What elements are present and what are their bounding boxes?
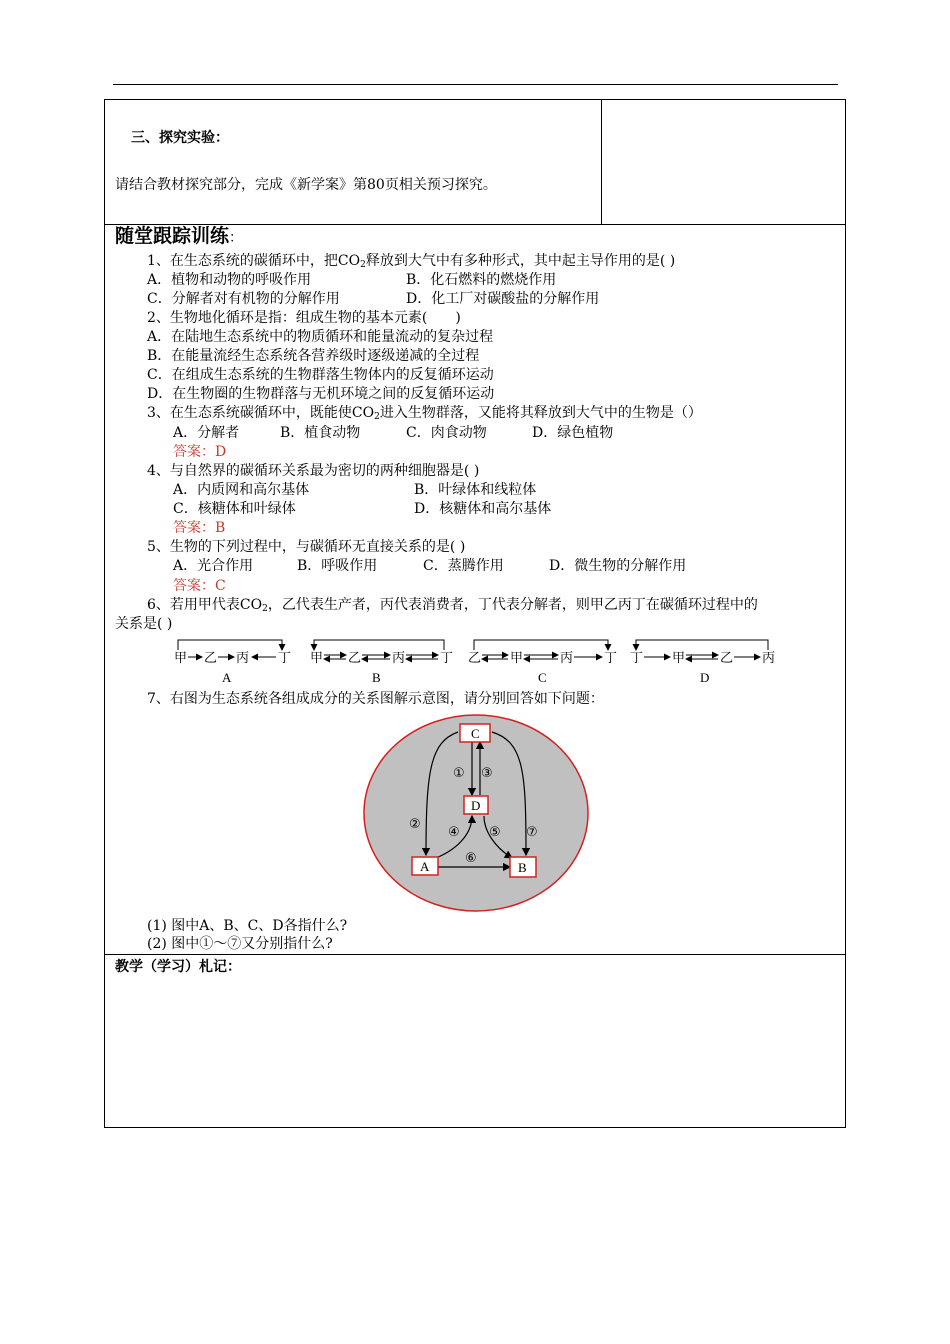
q4-answer: 答案：B <box>173 520 226 536</box>
q6-diagrams <box>168 630 788 688</box>
q6-a-node-4: 丁 <box>278 650 292 665</box>
q6-a-node-2: 乙 <box>204 650 218 665</box>
section3-side-box <box>601 99 846 225</box>
q6-b-node-4: 丁 <box>440 650 454 665</box>
q1-option-c: C．分解者对有机物的分解作用 <box>147 291 340 307</box>
q2-option-a: A．在陆地生态系统中的物质循环和能量流动的复杂过程 <box>147 329 494 345</box>
q7-sub-question-1: (1) 图中A、B、C、D各指什么? <box>147 918 348 934</box>
q3-option-c: C．肉食动物 <box>406 425 487 441</box>
q4-option-d: D．核糖体和高尔基体 <box>414 501 552 517</box>
q5-option-a: A．光合作用 <box>173 558 254 574</box>
training-heading-colon: ： <box>229 230 244 246</box>
q7-node-a: A <box>420 859 430 874</box>
q3-stem-sub: 2 <box>374 412 380 422</box>
q5-stem: 5、生物的下列过程中，与碳循环无直接关系的是( ) <box>147 539 466 555</box>
q6-diagram-d <box>630 640 775 685</box>
q4-option-c: C．核糖体和叶绿体 <box>173 501 296 517</box>
q3-stem-b: 进入生物群落，又能将其释放到大气中的生物是（） <box>379 405 702 421</box>
q6-c-node-3: 丙 <box>560 650 574 665</box>
q6-a-node-3: 丙 <box>236 650 250 665</box>
q7-stem: 7、右图为生态系统各组成成分的关系图解示意图，请分别回答如下问题： <box>147 691 604 707</box>
q1-stem-b: 释放到大气中有多种形式，其中起主导作用的是( ) <box>365 253 676 269</box>
q6-d-node-1: 丁 <box>630 650 644 665</box>
q7-node-d: D <box>471 798 481 813</box>
q4-option-b: B．叶绿体和线粒体 <box>414 482 537 498</box>
q1-option-a: A．植物和动物的呼吸作用 <box>147 272 312 288</box>
q6-stem-b: ，乙代表生产者，丙代表消费者，丁代表分解者，则甲乙丙丁在碳循环过程中的 <box>267 597 758 613</box>
q7-arrow-7: ⑦ <box>526 825 538 840</box>
q5-option-c: C．蒸腾作用 <box>423 558 504 574</box>
q6-a-node-1: 甲 <box>174 650 188 665</box>
q6-diagram-c <box>468 640 617 685</box>
q6-stem-line2: 关系是( ) <box>115 616 173 632</box>
q6-b-label: B <box>372 670 381 685</box>
header-rule <box>113 84 838 85</box>
q6-d-node-2: 甲 <box>672 650 686 665</box>
q7-node-b: B <box>518 860 527 875</box>
q3-option-b: B．植食动物 <box>280 425 361 441</box>
q4-option-a: A．内质网和高尔基体 <box>173 482 310 498</box>
q1-option-b: B．化石燃料的燃烧作用 <box>406 272 557 288</box>
q6-stem-sub: 2 <box>262 604 268 614</box>
q2-option-d: D．在生物圈的生物群落与无机环境之间的反复循环运动 <box>147 386 495 402</box>
q1-stem-sub: 2 <box>360 260 366 270</box>
q7-node-c: C <box>471 726 480 741</box>
q2-option-b: B．在能量流经生态系统各营养级时逐级递减的全过程 <box>147 348 480 364</box>
section3-title: 三、探究实验： <box>131 130 229 146</box>
q6-stem-a: 6、若用甲代表CO <box>147 597 263 613</box>
q3-option-d: D．绿色植物 <box>532 425 614 441</box>
q4-stem: 4、与自然界的碳循环关系最为密切的两种细胞器是( ) <box>147 463 480 479</box>
q1-option-d: D．化工厂对碳酸盐的分解作用 <box>406 291 600 307</box>
q7-sub-question-2: (2) 图中①～⑦又分别指什么? <box>147 936 333 952</box>
q6-diagram-a <box>174 640 291 685</box>
q7-arrow-5: ⑤ <box>489 825 501 840</box>
q6-b-node-2: 乙 <box>348 650 362 665</box>
q2-option-c: C．在组成生态系统的生物群落生物体内的反复循环运动 <box>147 367 494 383</box>
q3-stem-a: 3、在生态系统碳循环中，既能使CO <box>147 405 375 421</box>
q2-stem: 2、生物地化循环是指：组成生物的基本元素( ) <box>147 310 461 326</box>
notes-box <box>104 954 846 1128</box>
q1-stem-a: 1、在生态系统的碳循环中，把CO <box>147 253 361 269</box>
q6-d-node-4: 丙 <box>762 650 776 665</box>
q5-answer: 答案：C <box>173 578 226 594</box>
q3-answer: 答案：D <box>173 444 227 460</box>
q6-c-node-2: 甲 <box>510 650 524 665</box>
q7-arrow-2: ② <box>409 817 421 832</box>
q6-d-label: D <box>700 670 710 685</box>
q7-arrow-4: ④ <box>448 825 460 840</box>
q6-c-label: C <box>538 670 547 685</box>
q7-arrow-6: ⑥ <box>465 851 477 866</box>
q7-ecosystem-diagram <box>360 712 592 916</box>
q6-b-node-1: 甲 <box>310 650 324 665</box>
q6-d-node-3: 乙 <box>720 650 734 665</box>
q6-c-node-4: 丁 <box>604 650 618 665</box>
training-heading <box>115 227 243 248</box>
notes-title: 教学（学习）札记： <box>115 959 241 975</box>
q6-diagram-b <box>310 640 453 685</box>
q6-c-node-1: 乙 <box>468 650 482 665</box>
q7-arrow-1: ① <box>453 766 465 781</box>
q6-stem <box>147 596 758 619</box>
q7-arrow-3: ③ <box>481 766 493 781</box>
section3-box <box>104 99 602 225</box>
q6-b-node-3: 丙 <box>392 650 406 665</box>
training-heading-text: 随堂跟踪训练 <box>115 225 230 247</box>
q5-option-d: D．微生物的分解作用 <box>549 558 687 574</box>
q6-a-label: A <box>222 670 232 685</box>
q3-option-a: A．分解者 <box>173 425 240 441</box>
q5-option-b: B．呼吸作用 <box>297 558 378 574</box>
section3-instruction: 请结合教材探究部分，完成《新学案》第80页相关预习探究。 <box>115 177 497 193</box>
